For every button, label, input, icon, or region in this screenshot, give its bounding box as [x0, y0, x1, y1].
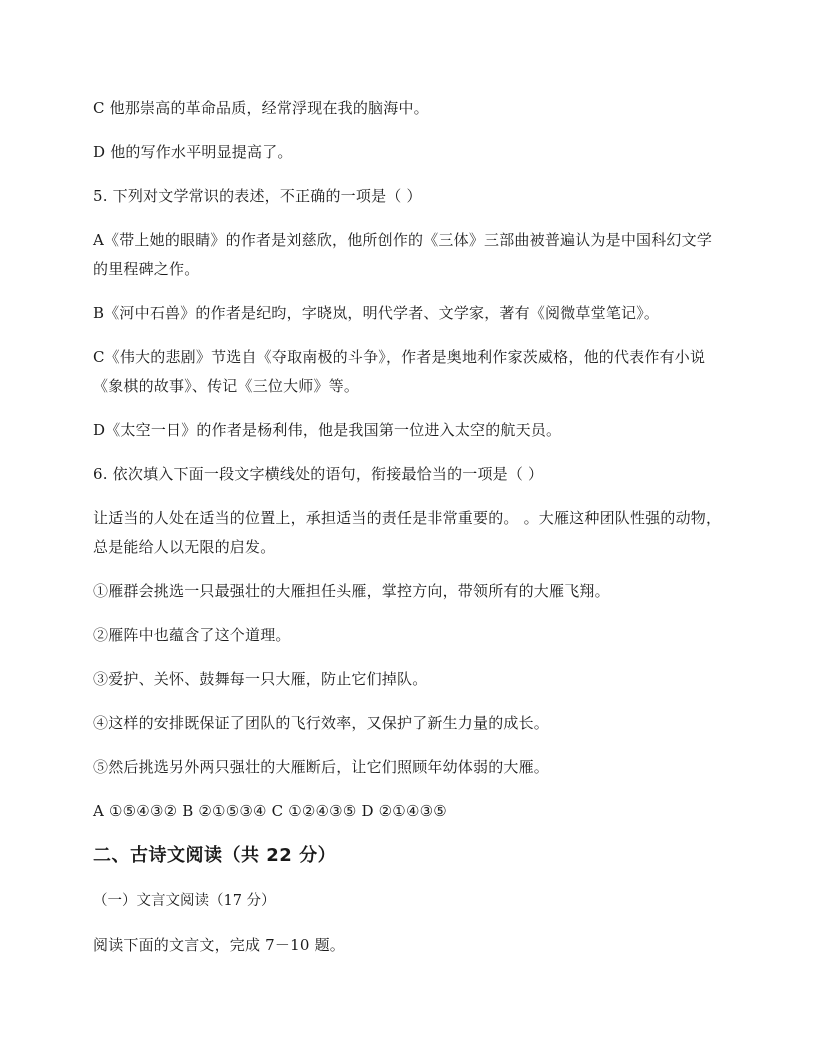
q6-sentence-5: ⑤然后挑选另外两只强壮的大雁断后，让它们照顾年幼体弱的大雁。 — [93, 758, 550, 776]
q5-stem: 5. 下列对文学常识的表述，不正确的一项是（ ） — [93, 187, 422, 205]
q5-option-c: C《伟大的悲剧》节选自《夺取南极的斗争》，作者是奥地利作家茨威格，他的代表作有小说《象棋的故事》、传记《三位大师》等。 — [93, 348, 706, 395]
q5-option-d: D《太空一日》的作者是杨利伟，他是我国第一位进入太空的航天员。 — [93, 421, 562, 439]
q6-sentence-2: ②雁阵中也蕴含了这个道理。 — [93, 626, 291, 644]
reading-instruction: 阅读下面的文言文，完成 7－10 题。 — [93, 936, 345, 954]
subsection-1-heading: （一）文言文阅读（17 分） — [93, 893, 276, 909]
q6-stem: 6. 依次填入下面一段文字横线处的语句，衔接最恰当的一项是（ ） — [93, 465, 544, 483]
q5-option-b: B《河中石兽》的作者是纪昀，字晓岚，明代学者、文学家，著有《阅微草堂笔记》。 — [93, 304, 660, 322]
section-2-heading: 二、古诗文阅读（共 22 分） — [93, 845, 337, 866]
q4-option-c: C 他那崇高的革命品质，经常浮现在我的脑海中。 — [93, 99, 429, 117]
q6-options: A ①⑤④③② B ②①⑤③④ C ①②④③⑤ D ②①④③⑤ — [93, 802, 447, 820]
q6-sentence-4: ④这样的安排既保证了团队的飞行效率，又保护了新生力量的成长。 — [93, 714, 550, 732]
q5-option-a: A《带上她的眼睛》的作者是刘慈欣，他所创作的《三体》三部曲被普遍认为是中国科幻文学的里程碑之作。 — [93, 231, 713, 278]
q4-option-d: D 他的写作水平明显提高了。 — [93, 143, 293, 161]
document-content — [93, 94, 723, 975]
q6-sentence-3: ③爱护、关怀、鼓舞每一只大雁，防止它们掉队。 — [93, 670, 428, 688]
q6-sentence-1: ①雁群会挑选一只最强壮的大雁担任头雁，掌控方向，带领所有的大雁飞翔。 — [93, 582, 610, 600]
q6-passage: 让适当的人处在适当的位置上，承担适当的责任是非常重要的。 。大雁这种团队性强的动物，总是能给人以无限的启发。 — [93, 509, 722, 556]
